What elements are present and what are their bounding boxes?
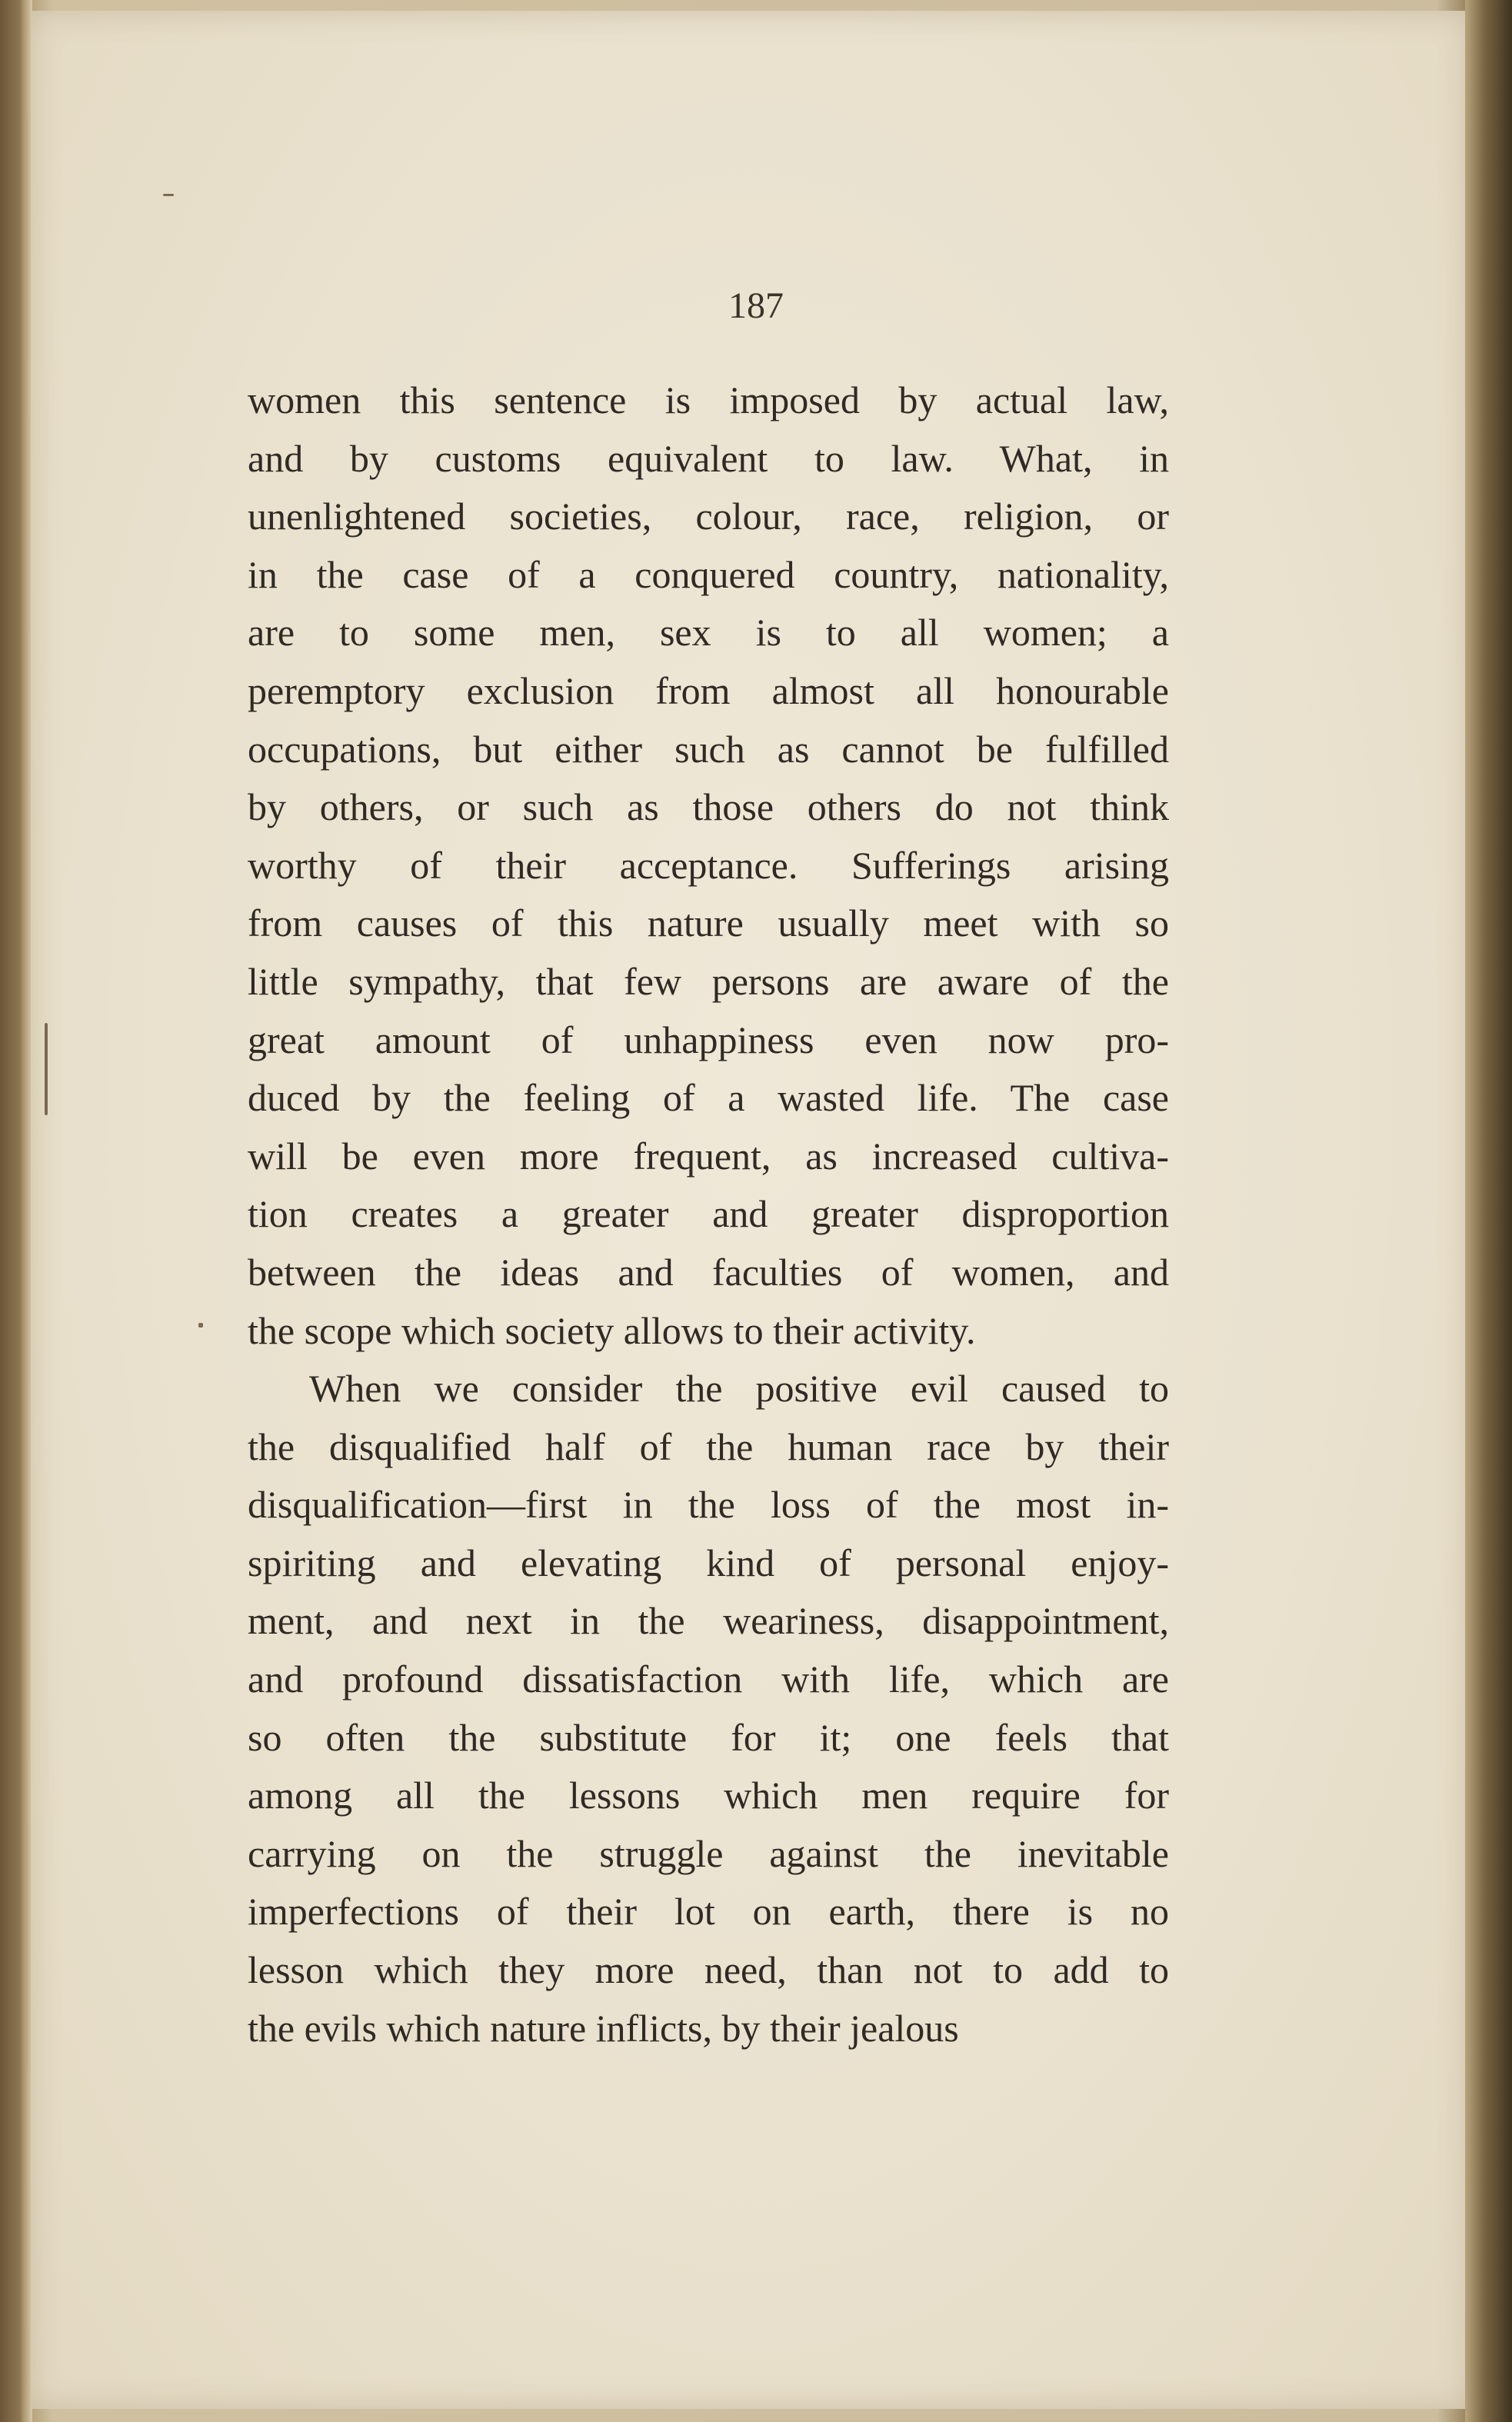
- body-text: [248, 371, 1169, 2057]
- speck-mark: [163, 194, 174, 196]
- page-number: 187: [728, 285, 784, 326]
- text-line: lesson which they more need, than not to add to: [248, 1948, 1169, 1992]
- text-line: the scope which society allows to their activity.: [248, 1308, 976, 1352]
- text-line: from causes of this nature usually meet with so: [248, 901, 1169, 945]
- text-line: spiriting and elevating kind of personal enjoy-: [248, 1541, 1169, 1584]
- text-line: little sympathy, that few persons are aware of the: [248, 959, 1169, 1003]
- text-line: between the ideas and faculties of women, and: [248, 1250, 1169, 1294]
- text-line: the disqualified half of the human race by their: [248, 1424, 1169, 1468]
- text-line: are to some men, sex is to all women; a: [248, 611, 1169, 655]
- text-line: so often the substitute for it; one feels that: [248, 1715, 1169, 1759]
- text-line: and profound dissatisfaction with life, which are: [248, 1657, 1169, 1701]
- text-line: ment, and next in the weariness, disappointment,: [248, 1599, 1169, 1643]
- paragraph: [248, 371, 1169, 1360]
- text-line: unenlightened societies, colour, race, religion, or: [248, 495, 1169, 538]
- text-line: the evils which nature inflicts, by their jealous: [248, 2006, 959, 2050]
- text-line: worthy of their acceptance. Sufferings arising: [248, 843, 1169, 887]
- text-line: tion creates a greater and greater disproportion: [248, 1192, 1169, 1236]
- text-line: disqualification—first in the loss of the most in-: [248, 1483, 1169, 1527]
- text-line: in the case of a conquered country, nationality,: [248, 552, 1169, 596]
- text-line: imperfections of their lot on earth, there is no: [248, 1890, 1169, 1934]
- text-line: occupations, but either such as cannot be fulfilled: [248, 727, 1169, 771]
- text-line: among all the lessons which men require for: [248, 1774, 1169, 1817]
- text-line: great amount of unhappiness even now pro-: [248, 1018, 1169, 1061]
- speck-mark: [198, 1323, 203, 1328]
- text-line: peremptory exclusion from almost all honourable: [248, 668, 1169, 712]
- text-line: and by customs equivalent to law. What, in: [248, 436, 1169, 480]
- binding-mark: [45, 1023, 48, 1115]
- paragraph: [248, 1360, 1169, 2057]
- text-line: by others, or such as those others do not think: [248, 785, 1169, 829]
- text-line: will be even more frequent, as increased cultiva-: [248, 1134, 1169, 1178]
- text-line: When we consider the positive evil caused to: [309, 1367, 1169, 1411]
- text-line: carrying on the struggle against the inevitable: [248, 1831, 1169, 1875]
- text-line: women this sentence is imposed by actual law,: [248, 378, 1169, 421]
- right-page-edge: [1465, 0, 1512, 2422]
- text-line: duced by the feeling of a wasted life. The case: [248, 1076, 1169, 1120]
